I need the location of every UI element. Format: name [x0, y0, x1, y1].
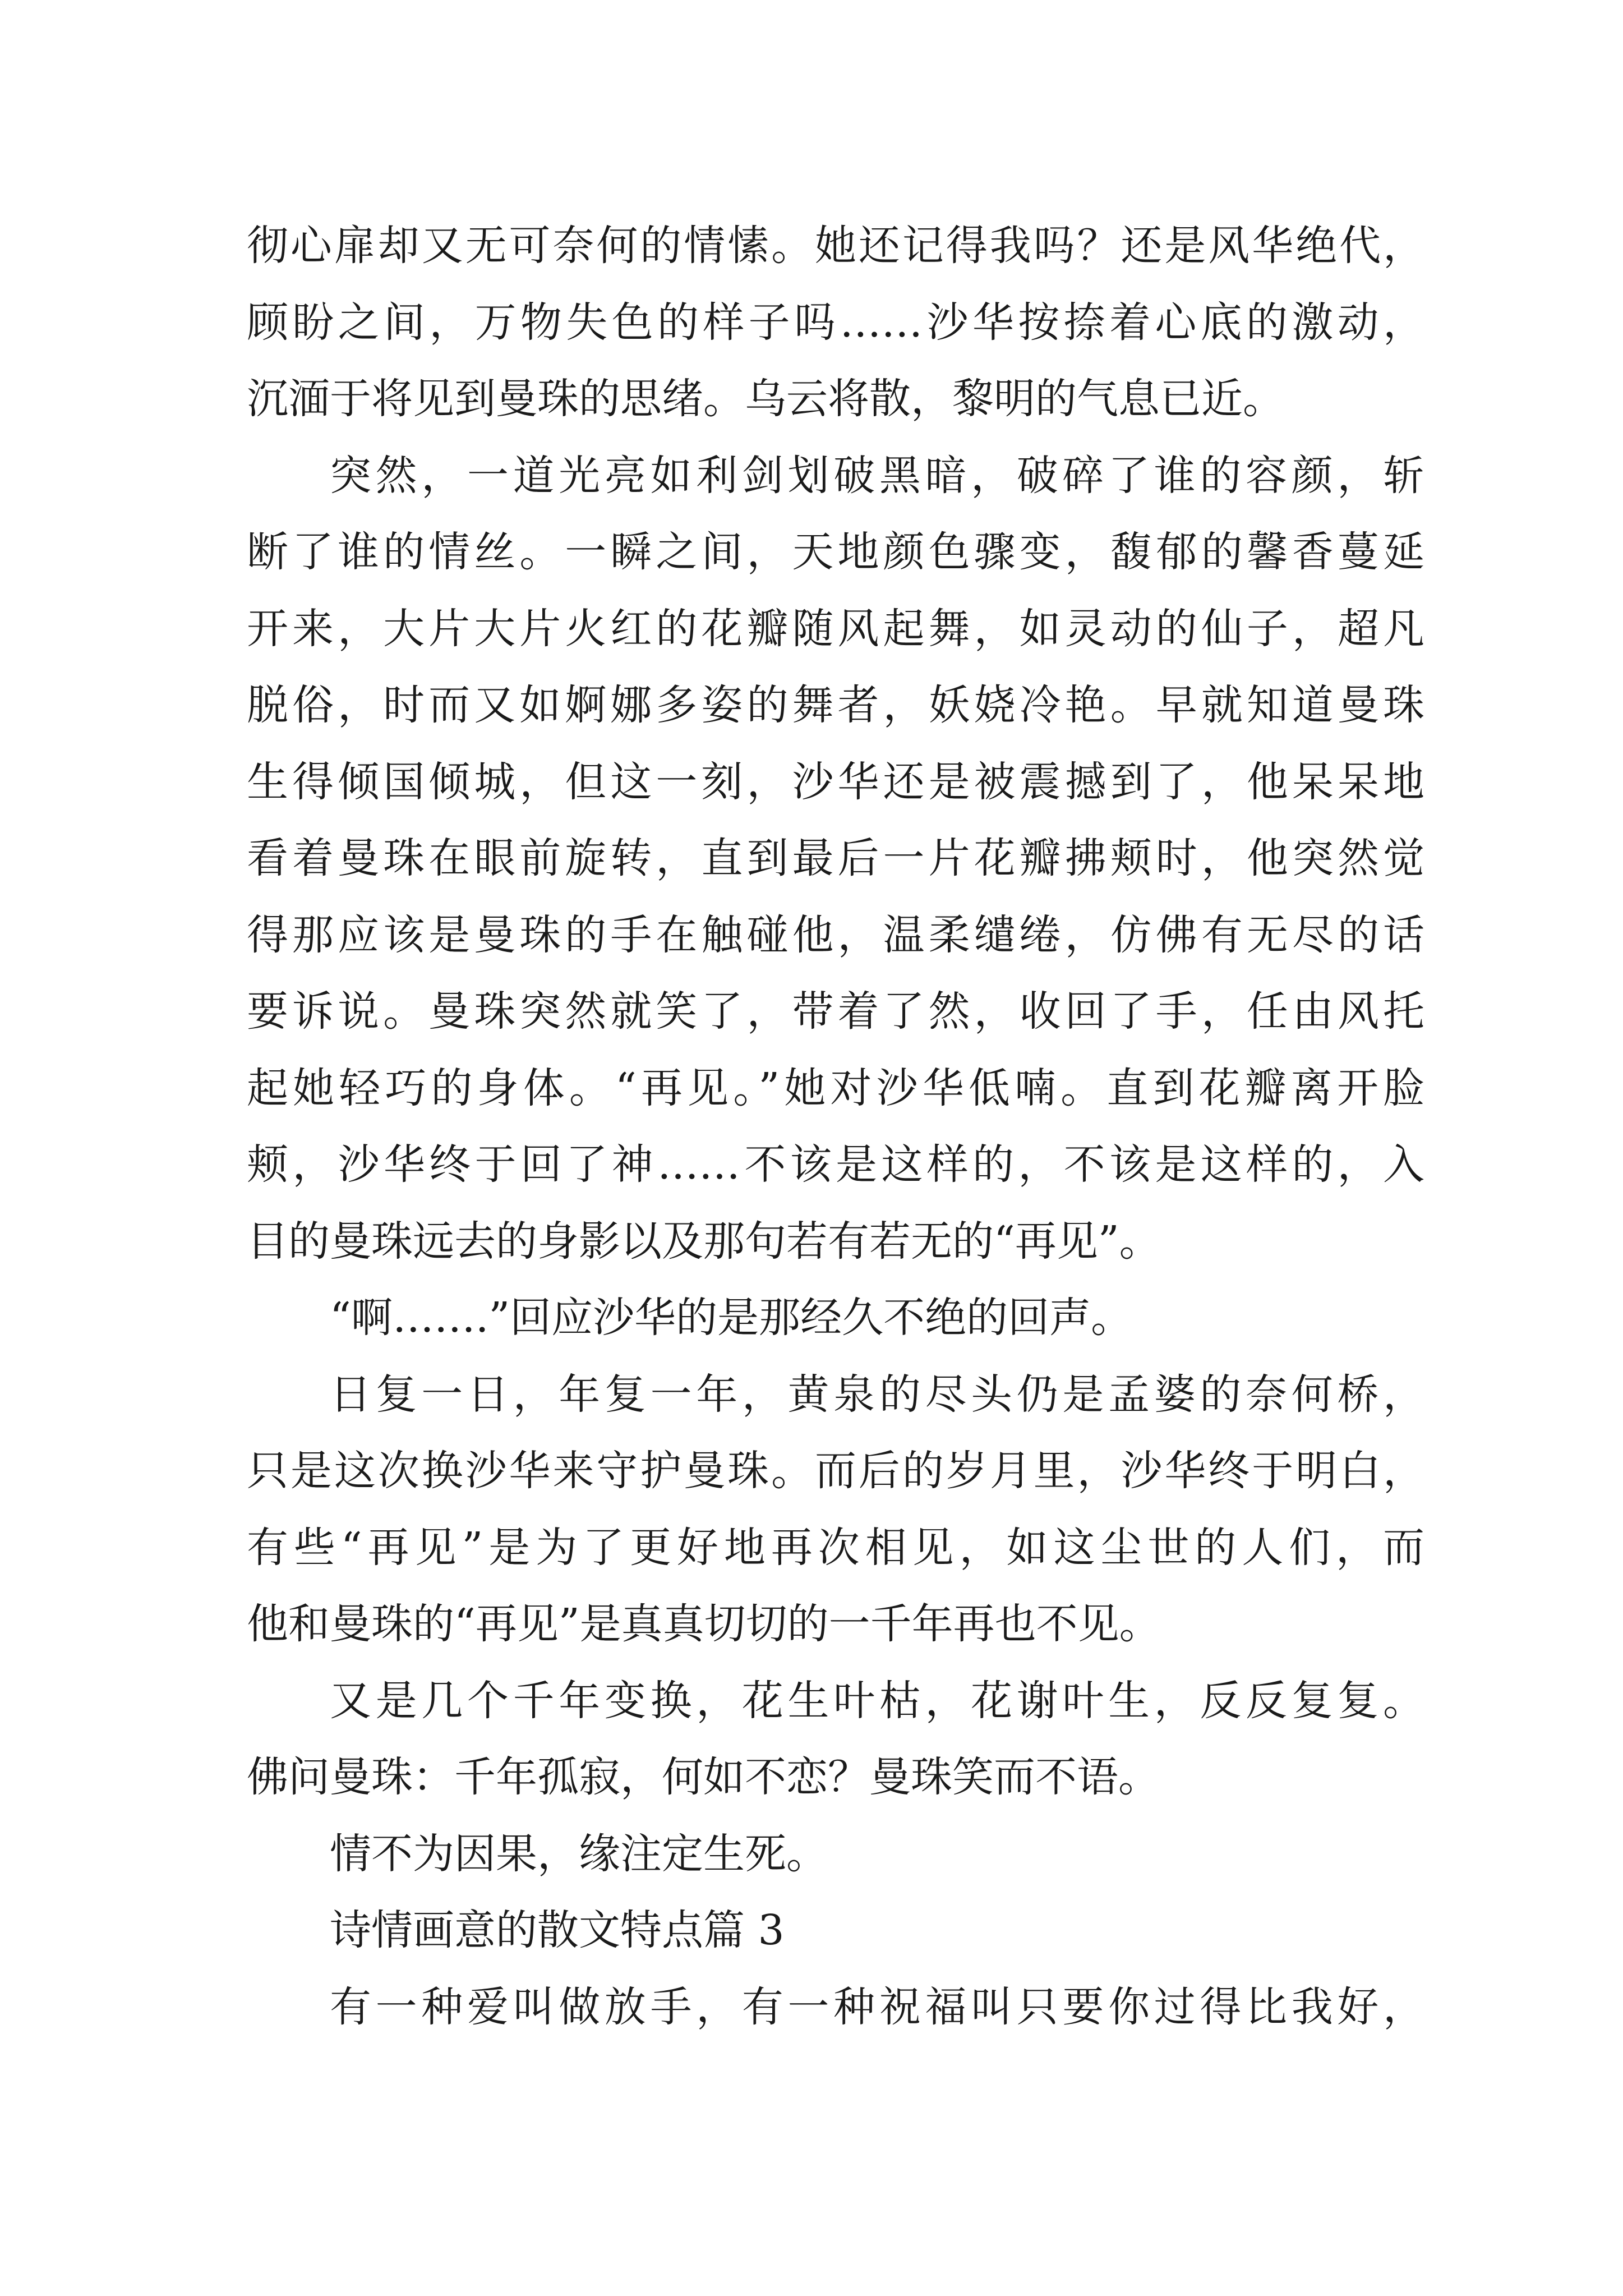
text-line: 得那应该是曼珠的手在触碰他，温柔缱绻，仿佛有无尽的话: [247, 910, 1424, 959]
document-body: [247, 208, 1424, 2045]
text-line: 要诉说。曼珠突然就笑了，带着了然，收回了手，任由风托: [247, 987, 1424, 1036]
text-line: 颊，沙华终于回了神……不该是这样的，不该是这样的，入: [247, 1140, 1424, 1189]
paragraph-start-line: 情不为因果，缘注定生死。: [330, 1829, 828, 1878]
text-line: 有些“再见”是为了更好地再次相见，如这尘世的人们，而: [247, 1523, 1424, 1572]
paragraph-start-line: “啊…….”回应沙华的是那经久不绝的回声。: [330, 1294, 1133, 1342]
paragraph-start-line: 有一种爱叫做放手，有一种祝福叫只要你过得比我好，: [330, 1982, 1424, 2031]
text-line: 佛问曼珠：千年孤寂，何如不恋？曼珠笑而不语。: [247, 1753, 1160, 1801]
text-line: 生得倾国倾城，但这一刻，沙华还是被震撼到了，他呆呆地: [247, 757, 1424, 806]
text-line: 目的曼珠远去的身影以及那句若有若无的“再见”。: [247, 1217, 1161, 1266]
text-line: 断了谁的情丝。一瞬之间，天地颜色骤变，馥郁的馨香蔓延: [247, 528, 1424, 576]
paragraph-start-line: 突然，一道光亮如利剑划破黑暗，破碎了谁的容颜，斩: [330, 451, 1424, 500]
text-line: 脱俗，时而又如婀娜多姿的舞者，妖娆冷艳。早就知道曼珠: [247, 681, 1424, 729]
paragraph-start-line: 日复一日，年复一年，黄泉的尽头仍是孟婆的奈何桥，: [330, 1370, 1424, 1419]
text-line: 彻心扉却又无可奈何的情愫。她还记得我吗？还是风华绝代，: [247, 222, 1424, 270]
text-line: 起她轻巧的身体。“再见。”她对沙华低喃。直到花瓣离开脸: [247, 1064, 1424, 1112]
text-line: 看着曼珠在眼前旋转，直到最后一片花瓣拂颊时，他突然觉: [247, 834, 1424, 882]
text-line: 只是这次换沙华来守护曼珠。而后的岁月里，沙华终于明白，: [247, 1447, 1424, 1495]
paragraph-start-line: 又是几个千年变换，花生叶枯，花谢叶生，反反复复。: [330, 1676, 1424, 1725]
section-heading: 诗情画意的散文特点篇 3: [330, 1906, 785, 1954]
text-line: 沉湎于将见到曼珠的思绪。乌云将散，黎明的气息已近。: [247, 375, 1284, 423]
text-line: 他和曼珠的“再见”是真真切切的一千年再也不见。: [247, 1600, 1161, 1648]
text-line: 开来，大片大片火红的花瓣随风起舞，如灵动的仙子，超凡: [247, 604, 1424, 653]
text-line: 顾盼之间，万物失色的样子吗……沙华按捺着心底的激动，: [247, 298, 1424, 347]
